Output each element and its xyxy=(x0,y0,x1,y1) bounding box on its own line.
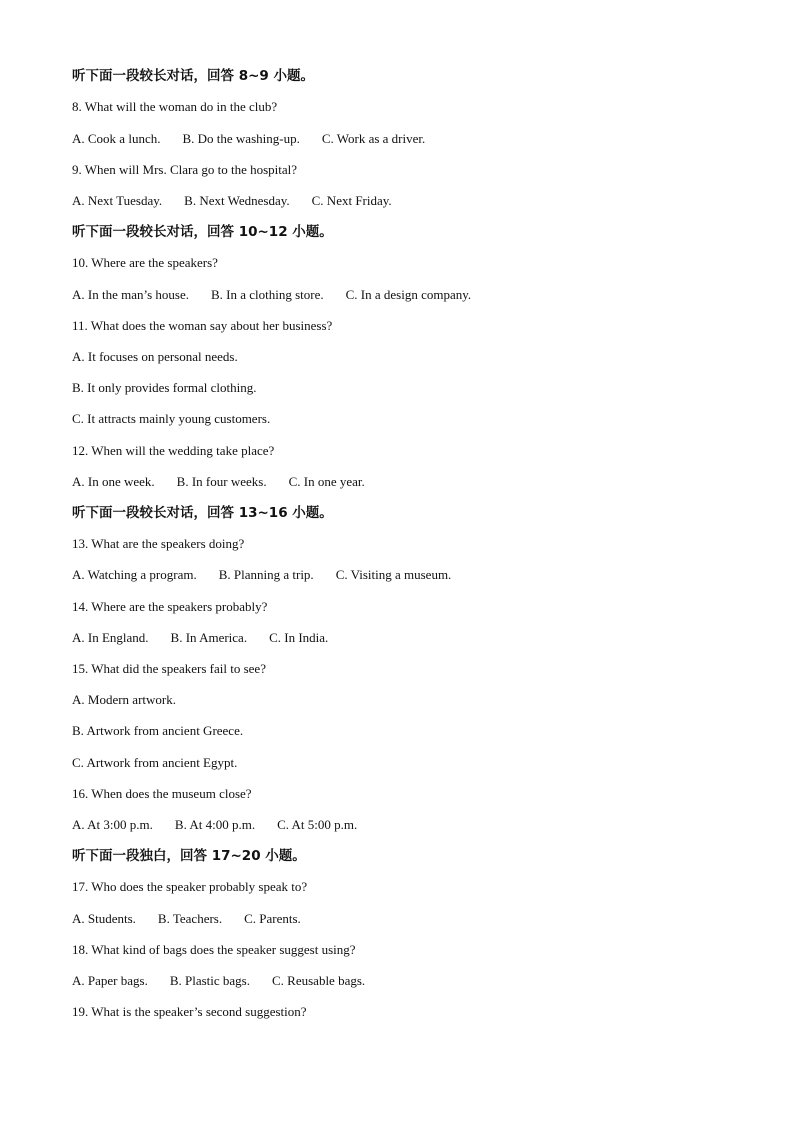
option-a: A. Next Tuesday. xyxy=(72,193,163,208)
option-c: C. In India. xyxy=(269,630,329,645)
question-9: 9. When will Mrs. Clara go to the hospital? xyxy=(72,162,298,177)
option-b: B. Teachers. xyxy=(157,911,223,926)
question-13: 13. What are the speakers doing? xyxy=(72,536,245,551)
option-b: B. In America. xyxy=(170,630,248,645)
option-a: A. Cook a lunch. xyxy=(72,131,161,146)
option-c: C. Artwork from ancient Egypt. xyxy=(72,755,238,770)
option-b: B. In four weeks. xyxy=(176,474,267,489)
options-9 xyxy=(72,193,392,209)
option-b: B. Planning a trip. xyxy=(218,567,314,582)
options-16 xyxy=(72,817,357,833)
question-14: 14. Where are the speakers probably? xyxy=(72,599,268,614)
option-a: A. In England. xyxy=(72,630,149,645)
option-a: A. Modern artwork. xyxy=(72,692,176,707)
option-a: A. At 3:00 p.m. xyxy=(72,817,153,832)
option-b: B. Plastic bags. xyxy=(169,973,250,988)
question-18: 18. What kind of bags does the speaker suggest using? xyxy=(72,942,356,957)
question-17: 17. Who does the speaker probably speak to? xyxy=(72,879,308,894)
options-8 xyxy=(72,131,425,147)
question-16: 16. When does the museum close? xyxy=(72,786,252,801)
section-heading: 听下面一段较长对话，回答 8~9 小题。 xyxy=(72,68,314,84)
option-a: A. Paper bags. xyxy=(72,973,148,988)
question-11: 11. What does the woman say about her business? xyxy=(72,318,333,333)
options-10 xyxy=(72,287,471,303)
options-17 xyxy=(72,911,301,927)
options-13 xyxy=(72,567,451,583)
option-a: A. In the man’s house. xyxy=(72,287,189,302)
option-c: C. Work as a driver. xyxy=(321,131,426,146)
options-18 xyxy=(72,973,365,989)
option-c: C. At 5:00 p.m. xyxy=(277,817,358,832)
option-c: C. In one year. xyxy=(288,474,365,489)
question-8: 8. What will the woman do in the club? xyxy=(72,99,278,114)
question-10: 10. Where are the speakers? xyxy=(72,255,218,270)
option-c: C. Next Friday. xyxy=(311,193,392,208)
option-b: B. In a clothing store. xyxy=(210,287,324,302)
option-c: C. Parents. xyxy=(244,911,301,926)
option-b: B. Next Wednesday. xyxy=(184,193,290,208)
option-c: C. Reusable bags. xyxy=(272,973,366,988)
options-14 xyxy=(72,630,328,646)
question-12: 12. When will the wedding take place? xyxy=(72,443,275,458)
option-a: A. Watching a program. xyxy=(72,567,197,582)
option-b: B. Artwork from ancient Greece. xyxy=(72,723,244,738)
question-19: 19. What is the speaker’s second suggestion? xyxy=(72,1004,307,1019)
question-15: 15. What did the speakers fail to see? xyxy=(72,661,266,676)
option-a: A. It focuses on personal needs. xyxy=(72,349,238,364)
option-c: C. In a design company. xyxy=(345,287,472,302)
option-a: A. In one week. xyxy=(72,474,155,489)
option-c: C. Visiting a museum. xyxy=(335,567,452,582)
option-a: A. Students. xyxy=(72,911,136,926)
options-12 xyxy=(72,474,365,490)
section-heading: 听下面一段较长对话，回答 13~16 小题。 xyxy=(72,505,333,521)
option-b: B. Do the washing-up. xyxy=(182,131,300,146)
option-c: C. It attracts mainly young customers. xyxy=(72,411,271,426)
option-b: B. It only provides formal clothing. xyxy=(72,380,257,395)
section-heading: 听下面一段较长对话，回答 10~12 小题。 xyxy=(72,224,333,240)
section-heading: 听下面一段独白，回答 17~20 小题。 xyxy=(72,848,306,864)
option-b: B. At 4:00 p.m. xyxy=(174,817,256,832)
